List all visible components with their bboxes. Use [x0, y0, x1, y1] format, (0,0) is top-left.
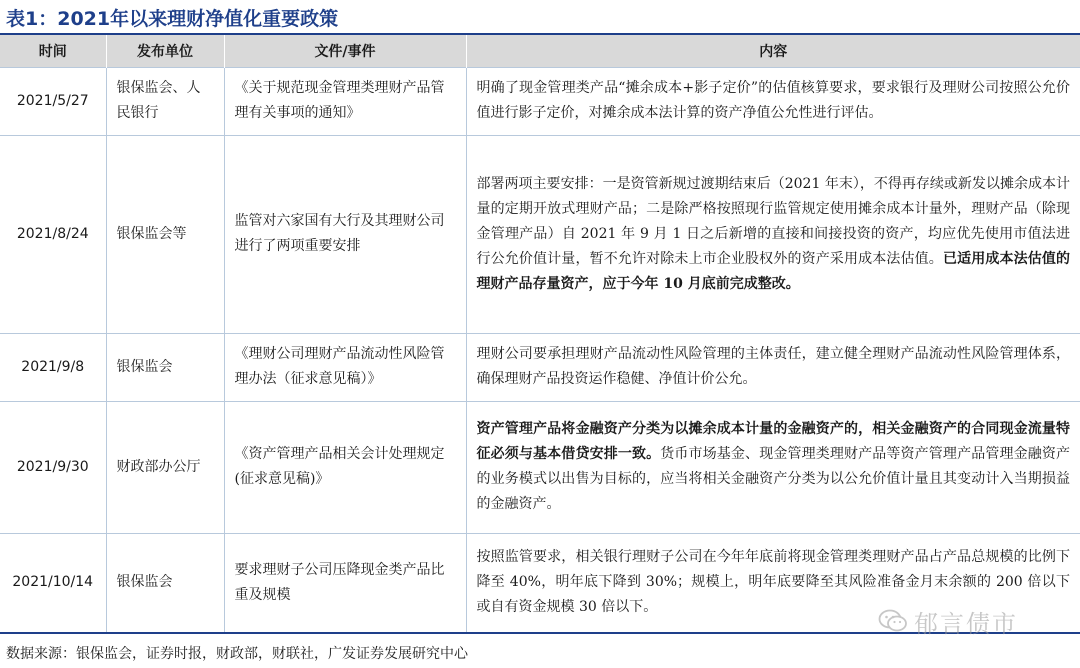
table-row [0, 67, 1080, 135]
header-content: 内容 [466, 35, 1080, 67]
header-unit: 发布单位 [106, 35, 224, 67]
row-content [466, 67, 1080, 135]
table-header-row [0, 35, 1080, 67]
row-doc: 要求理财子公司压降现金类产品比重及规模 [224, 533, 466, 633]
header-date: 时间 [0, 35, 106, 67]
row-content [466, 333, 1080, 401]
row-unit: 银保监会等 [106, 135, 224, 333]
watermark [878, 604, 1018, 638]
table-row [0, 135, 1080, 333]
row-doc: 监管对六家国有大行及其理财公司进行了两项重要安排 [224, 135, 466, 333]
row-doc: 《理财公司理财产品流动性风险管理办法（征求意见稿）》 [224, 333, 466, 401]
row-content [466, 135, 1080, 333]
row-date: 2021/8/24 [0, 135, 106, 333]
row-doc: 《资产管理产品相关会计处理规定(征求意见稿)》 [224, 401, 466, 533]
row-content [466, 401, 1080, 533]
content-text: 按照监管要求，相关银行理财子公司在今年年底前将现金管理类理财产品占产品总规模的比例下降至 40%，明年底下降到 30%；规模上，明年底要降至其风险准备金月末余额的 200 倍以下或自有资金规模 30 倍以下。 [476, 549, 1070, 616]
table-title: 表1：2021年以来理财净值化重要政策 [6, 8, 339, 30]
row-date: 2021/5/27 [0, 67, 106, 135]
policy-table [0, 35, 1080, 634]
header-doc: 文件/事件 [224, 35, 466, 67]
table-row [0, 333, 1080, 401]
row-date: 2021/10/14 [0, 533, 106, 633]
content-emphasis: 已适用成本法估值的理财产品存量资产，应于今年 10 月底前完成整改。 [476, 250, 1071, 292]
row-unit: 财政部办公厅 [106, 401, 224, 533]
row-unit: 银保监会 [106, 333, 224, 401]
row-date: 2021/9/30 [0, 401, 106, 533]
row-doc: 《关于规范现金管理类理财产品管理有关事项的通知》 [224, 67, 466, 135]
content-text: 理财公司要承担理财产品流动性风险管理的主体责任，建立健全理财产品流动性风险管理体系，确保理财产品投资运作稳健、净值计价公允。 [476, 346, 1070, 387]
content-text: 货币市场基金、现金管理类理财产品等资产管理产品管理金融资产的业务模式以出售为目标的，应当将相关金融资产分类为以公允价值计量且其变动计入当期损益的金融资产。 [476, 446, 1071, 512]
content-text: 明确了现金管理类产品“摊余成本+影子定价”的估值核算要求，要求银行及理财公司按照公允价值进行影子定价，对摊余成本法计算的资产净值公允性进行评估。 [476, 80, 1070, 121]
wechat-icon [878, 608, 908, 634]
row-unit: 银保监会、人民银行 [106, 67, 224, 135]
table-row [0, 401, 1080, 533]
data-source-note: 数据来源：银保监会，证券时报，财政部，财联社，广发证券发展研究中心 [6, 646, 468, 662]
row-unit: 银保监会 [106, 533, 224, 633]
row-date: 2021/9/8 [0, 333, 106, 401]
content-text: 部署两项主要安排：一是资管新规过渡期结束后（2021 年末），不得再存续或新发以摊余成本计量的定期开放式理财产品；二是除严格按照现行监管规定使用摊余成本计量外，理财产品（除现金管理产品）自 2021 年 9 月 1 日之后新增的直接和间接投资的资产，均应优先使用市值法进行公允价值计量，暂不允许对除未上市企业股权外的资产采用成本法估值。 [476, 175, 1070, 267]
content-emphasis: 资产管理产品将金融资产分类为以摊余成本计量的金融资产的，相关金融资产的合同现金流量特征必须与基本借贷安排一致。 [476, 421, 1070, 462]
watermark-text: 郁言债市 [914, 609, 1018, 638]
